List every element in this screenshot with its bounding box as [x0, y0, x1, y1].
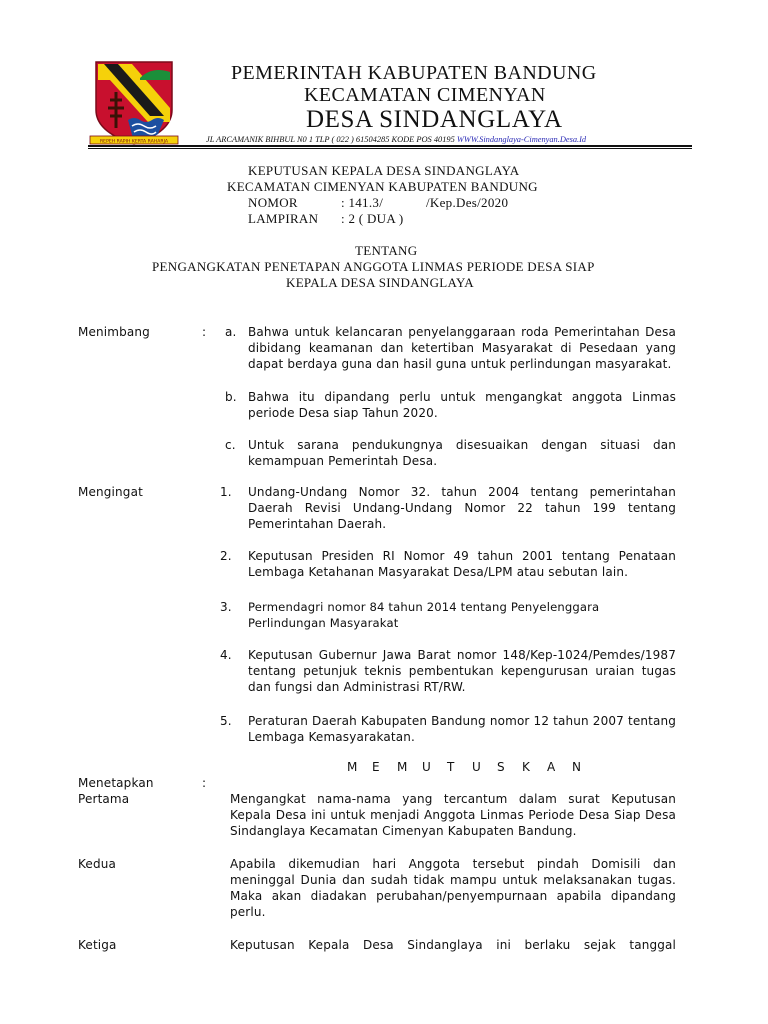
lampiran-value: : 2 ( DUA ) — [341, 211, 404, 226]
emblem-motto: REPEH RAPIH KERTA RAHARJA — [99, 139, 169, 145]
menimbang-item-c: Untuk sarana pendukungnya disesuaikan dengan situasi dan kemampuan Pemerintah Desa. — [248, 438, 676, 468]
mengingat-marker-4: 4. — [220, 648, 232, 662]
memutuskan-letter: T — [447, 760, 455, 774]
subject-line-2: KEPALA DESA SINDANGLAYA — [286, 275, 474, 290]
lampiran-label: LAMPIRAN — [248, 211, 319, 226]
memutuskan-letter: M — [397, 760, 408, 774]
menetapkan-colon: : — [202, 776, 207, 790]
mengingat-item-5: Peraturan Daerah Kabupaten Bandung nomor 12 tahun 2007 tentang Lembaga Kemasyarakatan. — [248, 714, 676, 744]
ketiga-text — [230, 937, 676, 953]
tentang-heading: TENTANG — [355, 243, 418, 258]
menimbang-colon: : — [202, 325, 207, 339]
letterhead-rule-thick — [88, 145, 692, 147]
nomor-suffix: /Kep.Des/2020 — [426, 195, 509, 210]
menimbang-marker-b: b. — [225, 390, 237, 404]
decree-title-line-1: KEPUTUSAN KEPALA DESA SINDANGLAYA — [248, 163, 520, 178]
website-link[interactable]: WWW.Sindanglaya-Cimenyan.Desa.Id — [456, 135, 587, 144]
letterhead-line-2: KECAMATAN CIMENYAN — [304, 84, 546, 106]
memutuskan-letter: S — [497, 760, 505, 774]
mengingat-marker-1: 1. — [220, 485, 232, 499]
mengingat-marker-3: 3. — [220, 600, 232, 614]
letterhead-address-line — [206, 135, 586, 144]
nomor-label: NOMOR — [248, 195, 298, 210]
menimbang-item-b: Bahwa itu dipandang perlu untuk mengangkat anggota Linmas periode Desa siap Tahun 2020. — [248, 390, 676, 420]
mengingat-item-2: Keputusan Presiden RI Nomor 49 tahun 2001 tentang Penataan Lembaga Ketahanan Masyarakat Desa/LPM atau sebutan lain. — [248, 549, 676, 579]
address-text: JL ARCAMANIK BIHBUL N0 1 TLP ( 022 ) 61504285 KODE POS 40195 — [206, 135, 455, 144]
mengingat-item-3: Permendagri nomor 84 tahun 2014 tentang Penyelenggara Perlindungan Masyarakat — [248, 600, 600, 630]
memutuskan-letter: N — [572, 760, 582, 774]
letterhead-line-1: PEMERINTAH KABUPATEN BANDUNG — [231, 62, 597, 84]
menimbang-marker-a: a. — [225, 325, 237, 339]
mengingat-label: Mengingat — [78, 485, 143, 499]
memutuskan-letter: A — [547, 760, 556, 774]
kedua-text: Apabila dikemudian hari Anggota tersebut pindah Domisili dan meninggal Dunia dan sudah tidak mampu untuk melaksanakan tugas. Maka akan diadakan perubahan/penyempurnaan apabila dipandang perlu. — [230, 857, 676, 919]
ketiga-text-content: Keputusan Kepala Desa Sindanglaya ini berlaku sejak tanggal — [230, 938, 676, 952]
memutuskan-letter: M — [347, 760, 358, 774]
mengingat-marker-5: 5. — [220, 714, 232, 728]
subject-line-1: PENGANGKATAN PENETAPAN ANGGOTA LINMAS PERIODE DESA SIAP — [152, 259, 595, 274]
menimbang-marker-c: c. — [225, 438, 236, 452]
kedua-label: Kedua — [78, 857, 116, 871]
mengingat-item-4: Keputusan Gubernur Jawa Barat nomor 148/Kep-1024/Pemdes/1987 tentang petunjuk teknis pembentukan kepengurusan uraian tugas dan fungsi dan Administrasi RT/RW. — [248, 648, 676, 694]
ketiga-label: Ketiga — [78, 938, 117, 952]
menimbang-item-a: Bahwa untuk kelancaran penyelanggaraan roda Pemerintahan Desa dibidang keamanan dan ketertiban Masyarakat di Pesedaan yang dapat berdaya guna dan hasil guna untuk perlindungan masyarakat. — [248, 325, 676, 371]
memutuskan-heading — [347, 759, 581, 775]
pertama-label: Pertama — [78, 792, 130, 806]
letterhead-line-3: DESA SINDANGLAYA — [306, 106, 563, 133]
letterhead-rule-thin — [88, 148, 692, 149]
memutuskan-letter: E — [372, 760, 380, 774]
village-emblem — [88, 58, 180, 146]
mengingat-marker-2: 2. — [220, 549, 232, 563]
memutuskan-letter: U — [422, 760, 431, 774]
pertama-text: Mengangkat nama-nama yang tercantum dalam surat Keputusan Kepala Desa ini untuk menjadi Anggota Linmas Periode Desa Siap Desa Sindanglaya Kecamatan Cimenyan Kabupaten Bandung. — [230, 792, 676, 838]
decree-title-line-2: KECAMATAN CIMENYAN KABUPATEN BANDUNG — [227, 179, 538, 194]
memutuskan-letter: K — [522, 760, 531, 774]
menimbang-label: Menimbang — [78, 325, 150, 339]
menetapkan-label: Menetapkan — [78, 776, 154, 790]
mengingat-item-1: Undang-Undang Nomor 32. tahun 2004 tentang pemerintahan Daerah Revisi Undang-Undang Nomor 22 tahun 199 tentang Pemerintahan Daerah. — [248, 485, 676, 531]
memutuskan-letter: U — [472, 760, 481, 774]
nomor-value: : 141.3/ — [341, 195, 384, 210]
